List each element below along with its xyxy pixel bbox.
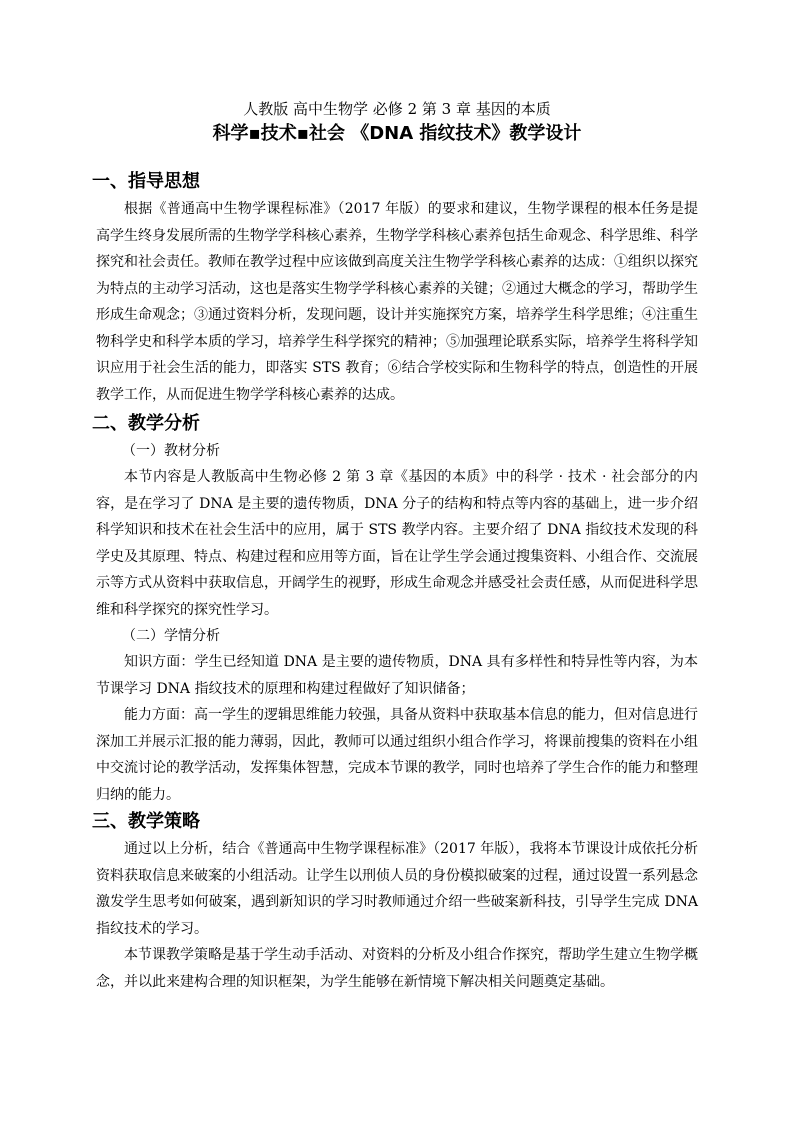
- section-teaching-analysis: [92, 410, 698, 808]
- document-page: [92, 98, 698, 995]
- section-guiding-ideology: [92, 168, 698, 408]
- section-heading: 一、指导思想: [92, 171, 200, 192]
- section-paragraph: 知识方面：学生已经知道 DNA 是主要的遗传物质，DNA 具有多样性和特异性等内容，为本节课学习 DNA 指纹技术的原理和构建过程做好了知识储备；: [96, 654, 698, 697]
- section-teaching-strategy: [92, 808, 698, 995]
- document-subtitle: 人教版 高中生物学 必修 2 第 3 章 基因的本质: [243, 100, 551, 118]
- section-paragraph: 通过以上分析，结合《普通高中生物学课程标准》（2017 年版），我将本节课设计成依托分析资料获取信息来破案的小组活动。让学生以刑侦人员的身份模拟破案的过程，通过设置一系列悬念激发学生思考如何破案，遇到新知识的学习时教师通过介绍一些破案新科技，引导学生完成 DNA 指纹技术的学习。: [96, 841, 698, 937]
- section-heading: 三、教学策略: [92, 811, 200, 832]
- subsection-heading: （一）教材分析: [122, 443, 220, 459]
- section-paragraph: 根据《普通高中生物学课程标准》（2017 年版）的要求和建议，生物学课程的根本任务是提高学生终身发展所需的生物学学科核心素养，生物学学科核心素养包括生命观念、科学思维、科学探究和社会责任。教师在教学过程中应该做到高度关注生物学学科核心素养的达成：①组织以探究为特点的主动学习活动，这也是落实生物学学科核心素养的关键；②通过大概念的学习，帮助学生形成生命观念；③通过资料分析，发现问题，设计并实施探究方案，培养学生科学思维；④注重生物科学史和科学本质的学习，培养学生科学探究的精神；⑤加强理论联系实际，培养学生将科学知识应用于社会生活的能力，即落实 STS 教育；⑥结合学校实际和生物科学的特点，创造性的开展教学工作，从而促进生物学学科核心素养的达成。: [96, 201, 698, 403]
- section-paragraph: 本节课教学策略是基于学生动手活动、对资料的分析及小组合作探究，帮助学生建立生物学概念，并以此来建构合理的知识框架，为学生能够在新情境下解决相关问题奠定基础。: [96, 947, 698, 990]
- section-heading: 二、教学分析: [92, 413, 200, 434]
- section-paragraph: 本节内容是人教版高中生物必修 2 第 3 章《基因的本质》中的科学 · 技术 · 社会部分的内容，是在学习了 DNA 是主要的遗传物质，DNA 分子的结构和特点等内容的基础上，进一步介绍科学知识和技术在社会生活中的应用，属于 STS 教学内容。主要介绍了 DNA 指纹技术发现的科学史及其原理、特点、构建过程和应用等方面，旨在让学生学会通过搜集资料、小组合作、交流展示等方式从资料中获取信息，开阔学生的视野，形成生命观念并感受社会责任感，从而促进科学思维和科学探究的探究性学习。: [96, 469, 698, 618]
- document-title: 科学▪技术▪社会 《DNA 指纹技术》教学设计: [212, 123, 582, 144]
- section-paragraph: 能力方面：高一学生的逻辑思维能力较强，具备从资料中获取基本信息的能力，但对信息进行深加工并展示汇报的能力薄弱，因此，教师可以通过组织小组合作学习，将课前搜集的资料在小组中交流讨论的教学活动，发挥集体智慧，完成本节课的教学，同时也培养了学生合作的能力和整理归纳的能力。: [96, 707, 698, 803]
- subsection-heading: （二）学情分析: [122, 628, 220, 644]
